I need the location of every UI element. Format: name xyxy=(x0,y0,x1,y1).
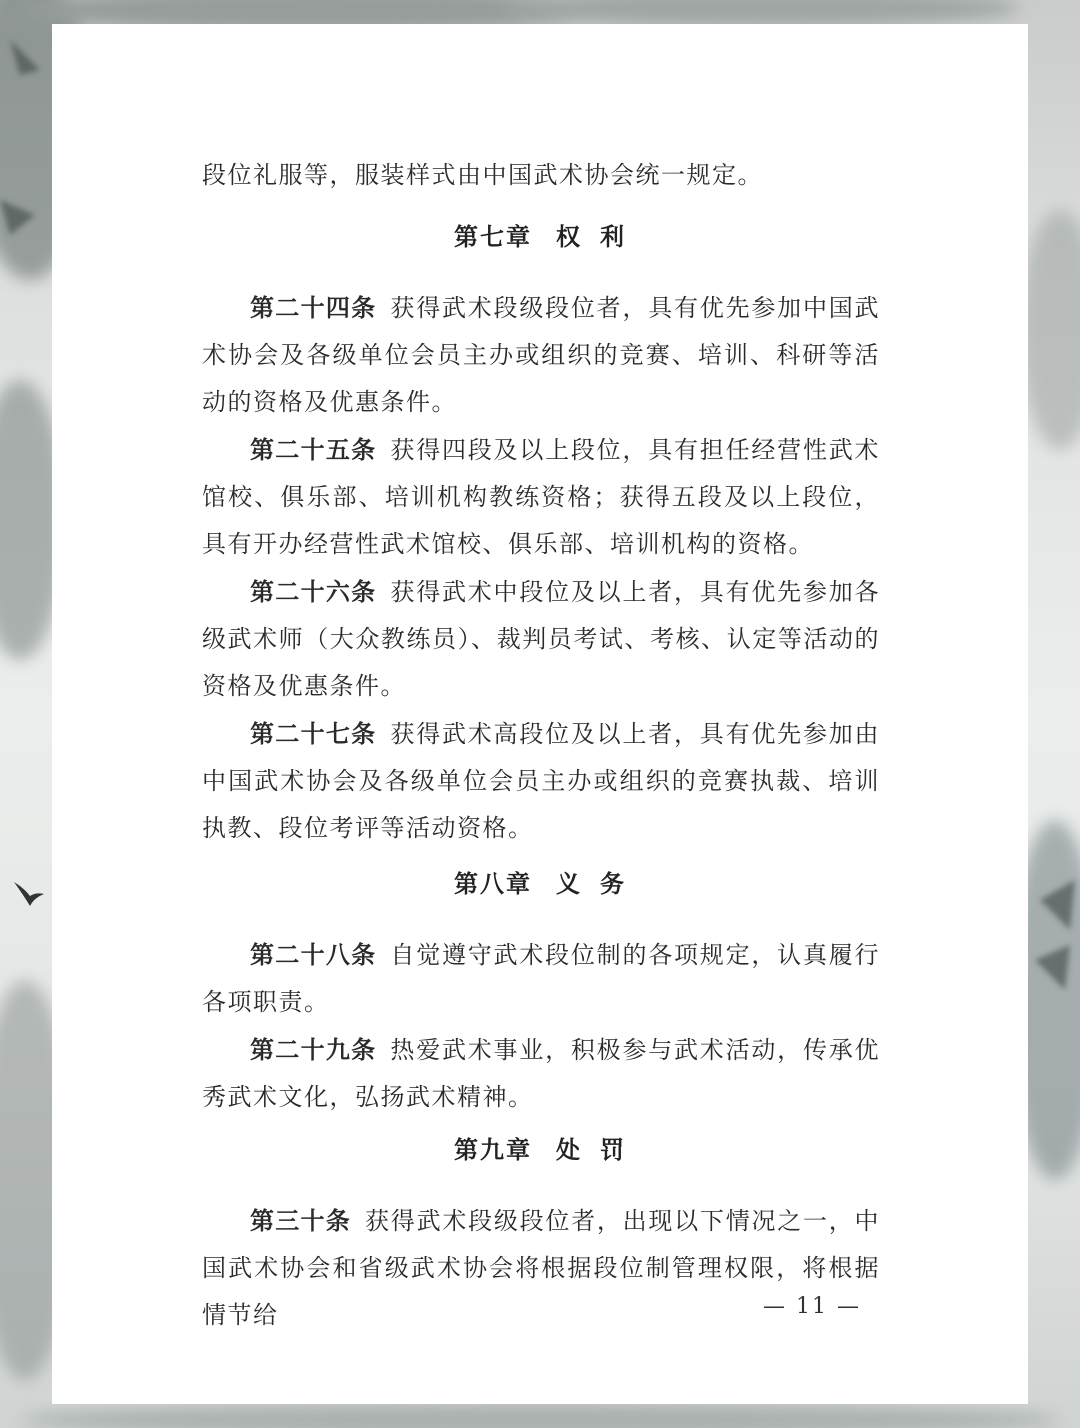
article-25 xyxy=(202,426,880,568)
article-text: 获得武术中段位及以上者，具有优先参加各级武术师（大众教练员）、裁判员考试、考核、认定等活动的资格及优惠条件。 xyxy=(202,578,881,700)
article-label: 第二十六条 xyxy=(250,577,377,606)
chapter-title-char: 罚 xyxy=(600,1135,626,1164)
chapter-number: 第九章 xyxy=(454,1135,532,1164)
chapter-number: 第八章 xyxy=(454,869,532,898)
article-label: 第二十五条 xyxy=(250,435,377,464)
article-27 xyxy=(202,710,880,852)
article-26 xyxy=(202,568,880,710)
chapter-8-body xyxy=(202,931,880,1121)
continuation-block xyxy=(202,152,880,199)
article-text: 自觉遵守武术段位制的各项规定，认真履行各项职责。 xyxy=(202,941,881,1016)
bird-silhouette xyxy=(14,882,44,906)
chapter-title-char: 务 xyxy=(600,869,626,898)
article-label: 第三十条 xyxy=(250,1206,352,1235)
article-label: 第二十九条 xyxy=(250,1035,377,1064)
article-24 xyxy=(202,284,880,426)
article-text: 获得武术高段位及以上者，具有优先参加由中国武术协会及各级单位会员主办或组织的竞赛执裁、培训执教、段位考评等活动资格。 xyxy=(202,720,881,842)
chapter-number: 第七章 xyxy=(454,222,532,251)
article-text: 获得四段及以上段位，具有担任经营性武术馆校、俱乐部、培训机构教练资格；获得五段及以上段位，具有开办经营性武术馆校、俱乐部、培训机构的资格。 xyxy=(202,436,881,558)
article-label: 第二十七条 xyxy=(250,719,377,748)
chapter-title-char: 权 xyxy=(556,222,582,251)
article-label: 第二十八条 xyxy=(250,940,377,969)
article-text: 获得武术段级段位者，出现以下情况之一，中国武术协会和省级武术协会将根据段位制管理权限，将根据情节给 xyxy=(202,1207,881,1329)
article-text: 获得武术段级段位者，具有优先参加中国武术协会及各级单位会员主办或组织的竞赛、培训、科研等活动的资格及优惠条件。 xyxy=(202,294,881,416)
article-text: 热爱武术事业，积极参与武术活动，传承优秀武术文化，弘扬武术精神。 xyxy=(202,1036,881,1111)
chapter-title-char: 利 xyxy=(600,222,626,251)
chapter-title-char: 义 xyxy=(556,869,582,898)
chapter-heading-9 xyxy=(52,1130,1028,1165)
chapter-heading-7 xyxy=(52,217,1028,252)
document-page xyxy=(52,24,1028,1404)
chapter-heading-8 xyxy=(52,864,1028,899)
continuation-text: 段位礼服等，服装样式由中国武术协会统一规定。 xyxy=(202,161,763,189)
article-29 xyxy=(202,1026,880,1121)
chapter-7-body xyxy=(202,284,880,852)
article-label: 第二十四条 xyxy=(250,293,377,322)
chapter-title-char: 处 xyxy=(556,1135,582,1164)
article-28 xyxy=(202,931,880,1026)
page-number: — 11 — xyxy=(763,1294,861,1319)
